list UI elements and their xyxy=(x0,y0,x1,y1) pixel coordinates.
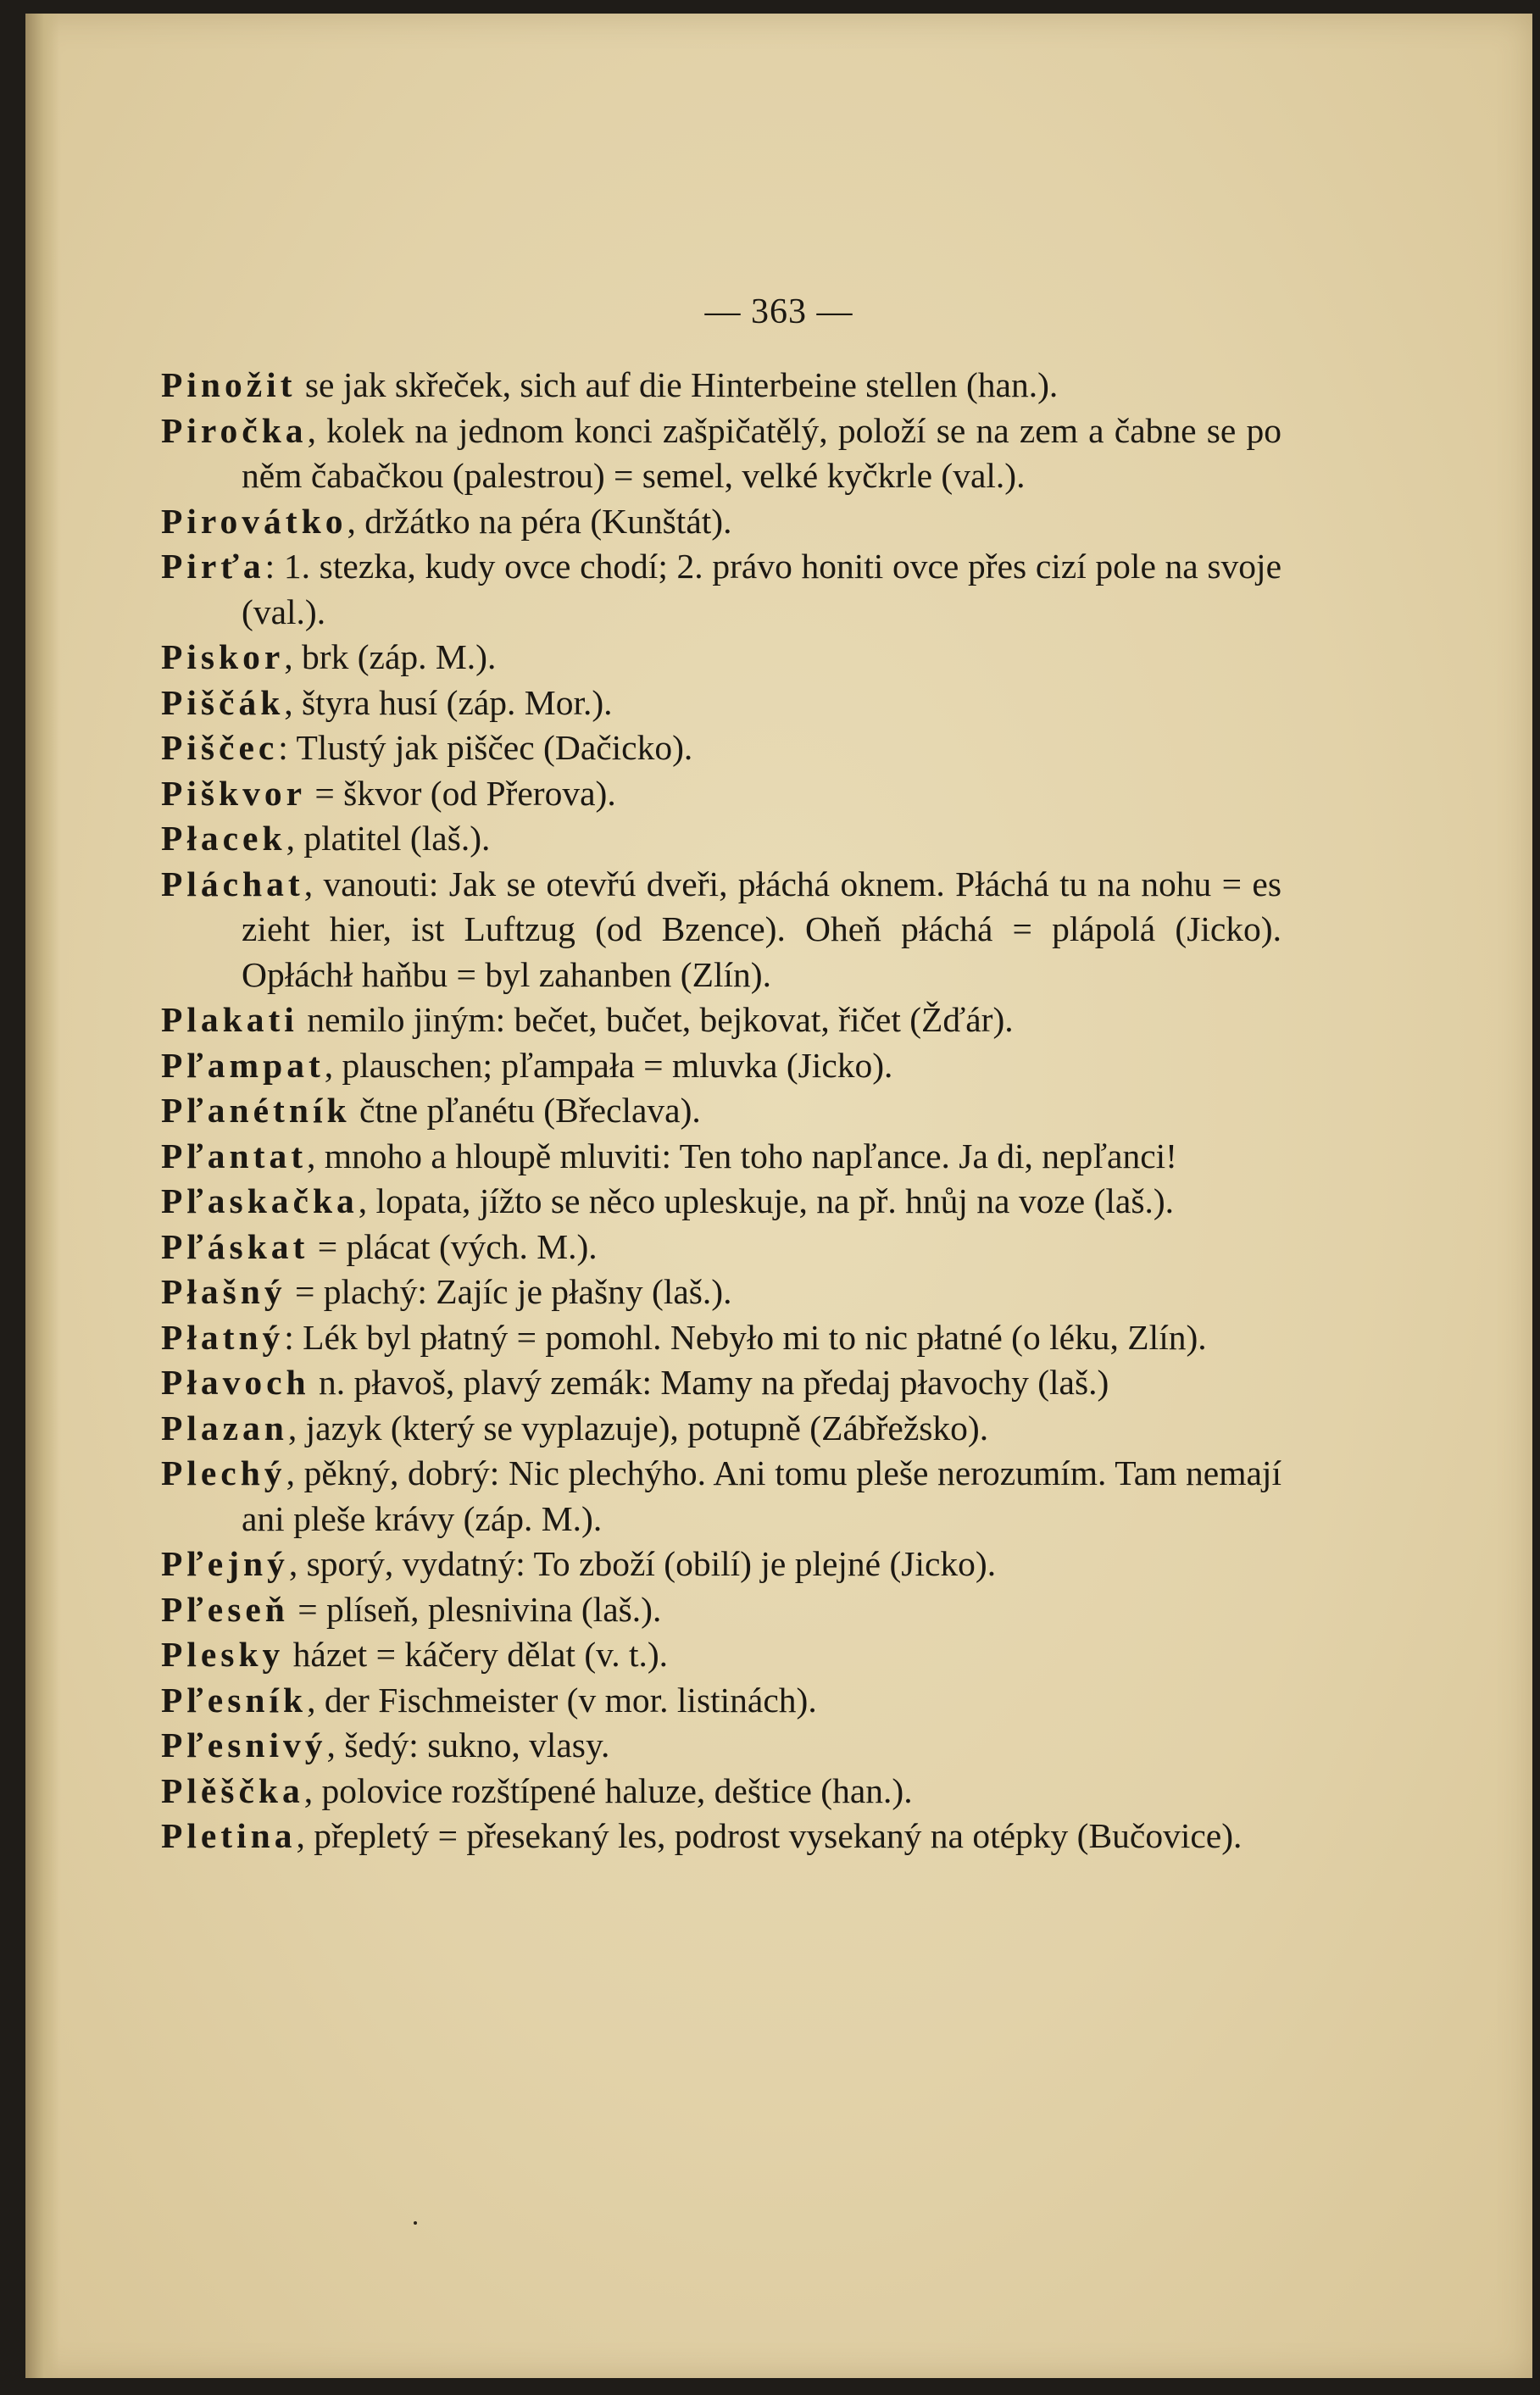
dictionary-entry xyxy=(161,499,1281,545)
dictionary-entry xyxy=(161,1043,1281,1089)
entry-definition: : Lék byl płatný = pomohl. Nebyło mi to nic płatné (o léku, Zlín). xyxy=(284,1317,1207,1357)
entry-headword: Piščák xyxy=(161,682,285,722)
entry-definition: = plachý: Zajíc je płašny (laš.). xyxy=(286,1272,732,1311)
entry-definition: , plauschen; pľampała = mluvka (Jicko). xyxy=(324,1045,893,1085)
entry-headword: Pletina xyxy=(161,1816,297,1855)
entry-definition: , lopata, jížto se něco upleskuje, na př. hnůj na voze (laš.). xyxy=(358,1181,1175,1220)
entry-headword: Plazan xyxy=(161,1408,288,1448)
entry-headword: Płatný xyxy=(161,1317,285,1357)
entry-headword: Pľanétník xyxy=(161,1091,351,1130)
entry-definition: , sporý, vydatný: To zboží (obilí) je plejné (Jicko). xyxy=(288,1544,997,1583)
dictionary-entry xyxy=(161,681,1281,726)
entry-headword: Plesky xyxy=(161,1635,285,1674)
entry-headword: Pľesnivý xyxy=(161,1725,327,1764)
entry-definition: čtne pľanétu (Břeclava). xyxy=(350,1091,701,1130)
entry-headword: Piskor xyxy=(161,637,285,676)
entry-headword: Płašný xyxy=(161,1272,286,1311)
dictionary-entry xyxy=(161,725,1281,771)
dictionary-entry xyxy=(161,1723,1281,1769)
entry-definition: n. płavoš, plavý zemák: Mamy na předaj płavochy (laš.) xyxy=(309,1363,1109,1402)
entry-definition: , držátko na péra (Kunštát). xyxy=(347,501,732,541)
entry-headword: Pirovátko xyxy=(161,501,347,541)
entry-definition: = škvor (od Přerova). xyxy=(306,773,616,813)
dictionary-entry xyxy=(161,1088,1281,1134)
dictionary-entry xyxy=(161,1632,1281,1678)
entry-definition: házet = káčery dělat (v. t.). xyxy=(284,1635,669,1674)
dictionary-entry xyxy=(161,1179,1281,1225)
dictionary-entry xyxy=(161,862,1281,998)
dictionary-entry xyxy=(161,997,1281,1043)
entry-definition: , kolek na jednom konci zašpičatělý, položí se na zem a čabne se po něm čabačkou (palestrou) = semel, velké kyčkrle (val.). xyxy=(242,410,1281,495)
entry-headword: Piščec xyxy=(161,728,279,767)
entry-headword: Plechý xyxy=(161,1453,286,1492)
entry-definition: = plácat (vých. M.). xyxy=(309,1226,598,1266)
entry-headword: Pľáskat xyxy=(161,1226,309,1266)
dictionary-entry xyxy=(161,635,1281,681)
dictionary-entry xyxy=(161,771,1281,817)
entry-definition: = plíseň, plesnivina (laš.). xyxy=(288,1589,662,1629)
entry-headword: Plakati xyxy=(161,1000,298,1039)
dictionary-entry xyxy=(161,1134,1281,1180)
dictionary-entry xyxy=(161,1678,1281,1724)
entry-definition: se jak skřeček, sich auf die Hinterbeine stellen (han.). xyxy=(296,365,1059,404)
dictionary-entry xyxy=(161,1542,1281,1587)
entry-definition: , vanouti: Jak se otevřú dveři, płáchá oknem. Płáchá tu na nohu = es zieht hier, ist Luftzug (od Bzence). Oheň płáchá = plápolá (Jicko). Opłáchł haňbu = byl zahanben (Zlín). xyxy=(242,864,1281,994)
entry-headword: Pľaskačka xyxy=(161,1181,359,1220)
entry-definition: , der Fischmeister (v mor. listinách). xyxy=(307,1680,817,1720)
entry-definition: , šedý: sukno, vlasy. xyxy=(326,1725,610,1764)
dictionary-entry xyxy=(161,544,1281,635)
dictionary-entry xyxy=(161,1360,1281,1406)
entry-definition: , platitel (laš.). xyxy=(286,819,491,858)
dictionary-entries xyxy=(161,363,1281,1859)
entry-headword: Płavoch xyxy=(161,1363,310,1402)
entry-headword: Plěščka xyxy=(161,1770,304,1810)
entry-headword: Pirťa xyxy=(161,547,265,586)
entry-headword: Piročka xyxy=(161,410,308,450)
dictionary-entry xyxy=(161,1814,1281,1859)
dictionary-entry xyxy=(161,1315,1281,1361)
entry-definition: : 1. stezka, kudy ovce chodí; 2. právo honiti ovce přes cizí pole na svoje (val.). xyxy=(242,547,1281,631)
entry-definition: , pěkný, dobrý: Nic plechýho. Ani tomu pleše nerozumím. Tam nemají ani pleše krávy (záp. M.). xyxy=(242,1453,1281,1538)
entry-headword: Płacek xyxy=(161,819,286,858)
dictionary-entry xyxy=(161,1406,1281,1452)
entry-headword: Pláchat xyxy=(161,864,304,903)
entry-definition: , brk (záp. M.). xyxy=(284,637,497,676)
entry-headword: Pľampat xyxy=(161,1045,325,1085)
entry-definition: nemilo jiným: bečet, bučet, bejkovat, řičet (Žďár). xyxy=(297,1000,1014,1039)
entry-definition: , mnoho a hloupě mluviti: Ten toho napľance. Ja di, nepľanci! xyxy=(307,1136,1177,1175)
entry-headword: Pľesník xyxy=(161,1680,308,1720)
entry-definition: , polovice rozštípené haluze, deštice (han.). xyxy=(303,1770,913,1810)
entry-headword: Piškvor xyxy=(161,773,307,813)
page-number: — 363 — xyxy=(704,292,853,331)
dictionary-entry xyxy=(161,1225,1281,1270)
dictionary-entry xyxy=(161,1769,1281,1814)
entry-headword: Pinožit xyxy=(161,365,297,404)
entry-headword: Pľeseň xyxy=(161,1589,289,1629)
dictionary-entry xyxy=(161,816,1281,862)
dictionary-entry xyxy=(161,1587,1281,1633)
book-page xyxy=(25,14,1532,2378)
entry-definition: , přepletý = přesekaný les, podrost vysekaný na otépky (Bučovice). xyxy=(296,1816,1243,1855)
entry-definition: , štyra husí (záp. Mor.). xyxy=(284,682,613,722)
dictionary-entry xyxy=(161,1270,1281,1315)
entry-definition: , jazyk (který se vyplazuje), potupně (Zábřežsko). xyxy=(287,1408,989,1448)
entry-definition: : Tlustý jak piščec (Dačicko). xyxy=(278,728,693,767)
dictionary-entry xyxy=(161,408,1281,499)
dictionary-entry xyxy=(161,363,1281,408)
dictionary-entry xyxy=(161,1451,1281,1542)
entry-headword: Pľejný xyxy=(161,1544,289,1583)
ink-speck xyxy=(414,2221,417,2225)
entry-headword: Pľantat xyxy=(161,1136,308,1175)
page-gutter-shadow xyxy=(25,14,59,2378)
